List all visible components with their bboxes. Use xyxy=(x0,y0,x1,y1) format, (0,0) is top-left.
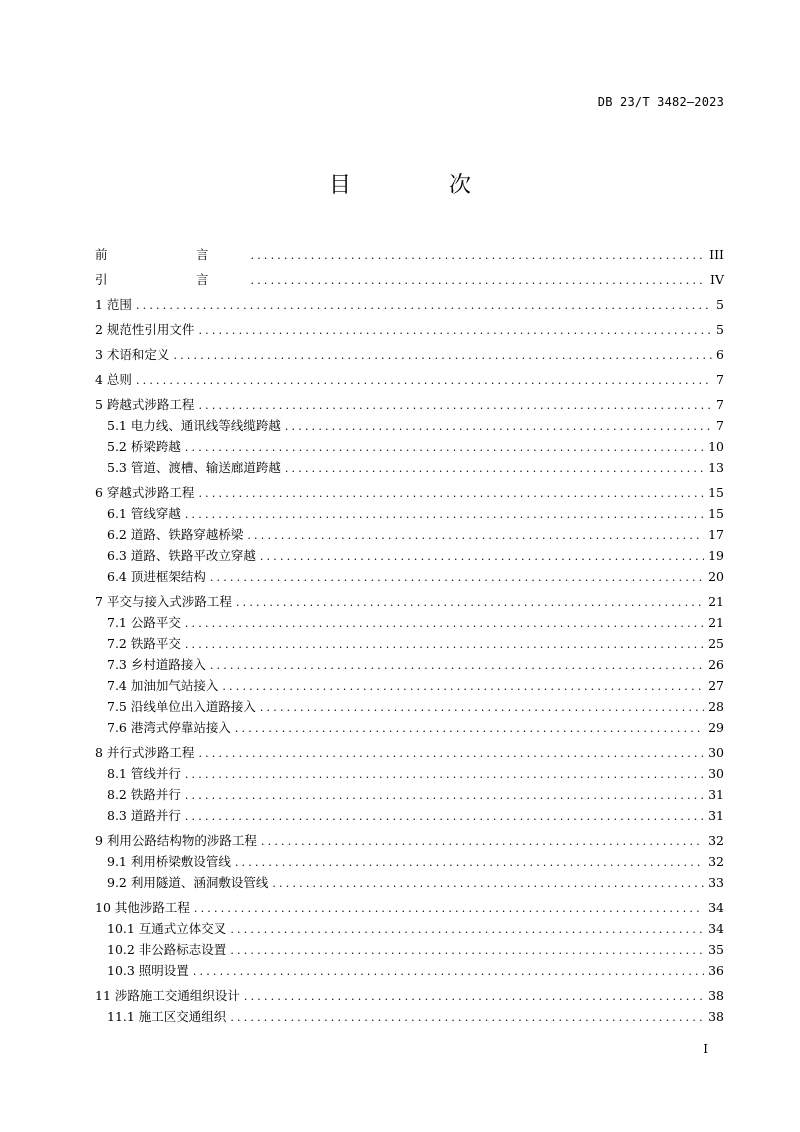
toc-entry-label: 7.5 沿线单位出入道路接入 xyxy=(107,699,256,714)
toc-entry[interactable] xyxy=(95,415,724,436)
toc-entry-label: 10.3 照明设置 xyxy=(107,963,189,978)
toc-entry[interactable] xyxy=(95,960,724,981)
toc-leader-dots xyxy=(136,370,712,391)
toc-entry-label: 前 言 xyxy=(95,247,247,262)
toc-entry-label: 9.1 利用桥梁敷设管线 xyxy=(107,854,231,869)
toc-entry-label: 7.4 加油加气站接入 xyxy=(107,678,219,693)
toc-entry-label: 10.1 互通式立体交叉 xyxy=(107,921,227,936)
toc-entry[interactable] xyxy=(95,591,724,612)
toc-entry[interactable] xyxy=(95,1006,724,1027)
toc-entry-page: 26 xyxy=(708,657,724,672)
toc-entry-label: 9.2 利用隧道、涵洞敷设管线 xyxy=(107,875,269,890)
toc-entry-page: 6 xyxy=(716,347,724,362)
toc-leader-dots xyxy=(185,785,704,806)
toc-entry-label: 7.2 铁路平交 xyxy=(107,636,181,651)
toc-entry-page: 31 xyxy=(708,808,724,823)
toc-entry[interactable] xyxy=(95,633,724,654)
toc-entry-label: 10.2 非公路标志设置 xyxy=(107,942,227,957)
toc-list xyxy=(95,244,724,1027)
toc-entry[interactable] xyxy=(95,939,724,960)
toc-leader-dots xyxy=(261,831,704,852)
toc-leader-dots xyxy=(193,961,704,982)
toc-leader-dots xyxy=(230,940,704,961)
toc-entry-page: 29 xyxy=(708,720,724,735)
toc-entry-label: 5.2 桥梁跨越 xyxy=(107,439,181,454)
toc-entry[interactable] xyxy=(95,566,724,587)
toc-entry[interactable] xyxy=(95,457,724,478)
toc-entry-label: 1 范围 xyxy=(95,297,132,312)
toc-entry-page: 38 xyxy=(708,1009,724,1024)
toc-entry[interactable] xyxy=(95,394,724,415)
toc-leader-dots xyxy=(185,634,704,655)
toc-entry-label: 7 平交与接入式涉路工程 xyxy=(95,594,232,609)
toc-leader-dots xyxy=(235,718,704,739)
toc-entry-label: 6.2 道路、铁路穿越桥梁 xyxy=(107,527,244,542)
toc-entry-page: 32 xyxy=(708,833,724,848)
toc-entry-page: 25 xyxy=(708,636,724,651)
toc-leader-dots xyxy=(247,525,704,546)
toc-entry-label: 7.1 公路平交 xyxy=(107,615,181,630)
toc-leader-dots xyxy=(230,919,704,940)
toc-entry-page: 27 xyxy=(708,678,724,693)
toc-entry-label: 5.3 管道、渡槽、输送廊道跨越 xyxy=(107,460,281,475)
toc-entry[interactable] xyxy=(95,805,724,826)
toc-entry-page: 36 xyxy=(708,963,724,978)
toc-entry-label: 引 言 xyxy=(95,272,247,287)
toc-leader-dots xyxy=(285,416,712,437)
toc-entry-label: 8.1 管线并行 xyxy=(107,766,181,781)
toc-entry-page: 15 xyxy=(708,485,724,500)
toc-entry-page: 13 xyxy=(708,460,724,475)
toc-entry-page: 35 xyxy=(708,942,724,957)
toc-leader-dots xyxy=(222,676,704,697)
toc-entry[interactable] xyxy=(95,436,724,457)
toc-entry[interactable] xyxy=(95,369,724,390)
toc-entry[interactable] xyxy=(95,897,724,918)
toc-entry-page: 30 xyxy=(708,766,724,781)
toc-entry-label: 10 其他涉路工程 xyxy=(95,900,190,915)
toc-leader-dots xyxy=(285,458,704,479)
toc-entry[interactable] xyxy=(95,244,724,265)
toc-leader-dots xyxy=(194,898,704,919)
toc-entry-label: 5.1 电力线、通讯线等线缆跨越 xyxy=(107,418,281,433)
toc-entry-label: 2 规范性引用文件 xyxy=(95,322,195,337)
toc-entry[interactable] xyxy=(95,742,724,763)
toc-entry[interactable] xyxy=(95,918,724,939)
toc-entry[interactable] xyxy=(95,696,724,717)
toc-leader-dots xyxy=(260,697,704,718)
toc-entry[interactable] xyxy=(95,503,724,524)
toc-entry[interactable] xyxy=(95,612,724,633)
toc-entry-label: 8.3 道路并行 xyxy=(107,808,181,823)
toc-entry-page: 21 xyxy=(708,615,724,630)
toc-entry-label: 7.3 乡村道路接入 xyxy=(107,657,206,672)
toc-leader-dots xyxy=(173,345,712,366)
toc-entry-page: 31 xyxy=(708,787,724,802)
toc-entry-label: 6.1 管线穿越 xyxy=(107,506,181,521)
toc-entry-label: 4 总则 xyxy=(95,372,132,387)
toc-entry-page: 34 xyxy=(708,900,724,915)
toc-entry[interactable] xyxy=(95,524,724,545)
toc-entry-label: 8.2 铁路并行 xyxy=(107,787,181,802)
toc-entry-label: 11.1 施工区交通组织 xyxy=(107,1009,227,1024)
toc-entry[interactable] xyxy=(95,654,724,675)
toc-leader-dots xyxy=(198,395,712,416)
toc-entry-label: 6.4 顶进框架结构 xyxy=(107,569,206,584)
toc-entry-page: 28 xyxy=(708,699,724,714)
toc-entry[interactable] xyxy=(95,269,724,290)
toc-leader-dots xyxy=(251,270,707,291)
page-number: I xyxy=(703,1042,708,1056)
toc-entry[interactable] xyxy=(95,872,724,893)
toc-entry-label: 3 术语和定义 xyxy=(95,347,170,362)
toc-leader-dots xyxy=(210,655,704,676)
toc-leader-dots xyxy=(210,567,704,588)
toc-entry-page: 7 xyxy=(716,372,724,387)
toc-entry-page: 19 xyxy=(708,548,724,563)
toc-entry[interactable] xyxy=(95,830,724,851)
toc-entry[interactable] xyxy=(95,763,724,784)
toc-entry-page: 7 xyxy=(716,418,724,433)
toc-entry[interactable] xyxy=(95,675,724,696)
toc-entry-page: 5 xyxy=(716,322,724,337)
toc-entry-page: 34 xyxy=(708,921,724,936)
toc-leader-dots xyxy=(235,852,704,873)
page-title: 目 次 xyxy=(328,173,509,198)
toc-leader-dots xyxy=(230,1007,704,1028)
toc-entry-label: 9 利用公路结构物的涉路工程 xyxy=(95,833,257,848)
doc-code: DB 23/T 3482—2023 xyxy=(597,95,724,109)
toc-leader-dots xyxy=(260,546,704,567)
toc-entry-label: 6 穿越式涉路工程 xyxy=(95,485,195,500)
toc-entry-page: 21 xyxy=(708,594,724,609)
toc-entry[interactable] xyxy=(95,545,724,566)
toc-entry-label: 8 并行式涉路工程 xyxy=(95,745,195,760)
toc-entry[interactable] xyxy=(95,851,724,872)
toc-entry-page: 5 xyxy=(716,297,724,312)
toc-entry-page: 33 xyxy=(708,875,724,890)
toc-leader-dots xyxy=(198,320,712,341)
toc-entry[interactable] xyxy=(95,985,724,1006)
toc-entry[interactable] xyxy=(95,294,724,315)
toc-entry-page: III xyxy=(709,247,724,262)
toc-entry-page: 20 xyxy=(708,569,724,584)
toc-leader-dots xyxy=(185,806,704,827)
toc-entry-label: 7.6 港湾式停靠站接入 xyxy=(107,720,231,735)
toc-entry-page: IV xyxy=(710,272,724,287)
toc-entry-page: 10 xyxy=(708,439,724,454)
toc-entry[interactable] xyxy=(95,482,724,503)
toc-entry-page: 30 xyxy=(708,745,724,760)
toc-entry-page: 7 xyxy=(716,397,724,412)
toc-entry[interactable] xyxy=(95,717,724,738)
toc-leader-dots xyxy=(185,613,704,634)
toc-entry-label: 6.3 道路、铁路平改立穿越 xyxy=(107,548,256,563)
toc-leader-dots xyxy=(244,986,704,1007)
toc-entry-page: 17 xyxy=(708,527,724,542)
toc-entry[interactable] xyxy=(95,784,724,805)
toc-entry[interactable] xyxy=(95,319,724,340)
toc-entry[interactable] xyxy=(95,344,724,365)
toc-leader-dots xyxy=(185,437,704,458)
toc-entry-page: 38 xyxy=(708,988,724,1003)
toc-leader-dots xyxy=(136,295,712,316)
toc-entry-label: 11 涉路施工交通组织设计 xyxy=(95,988,240,1003)
toc-leader-dots xyxy=(198,743,704,764)
toc-leader-dots xyxy=(272,873,704,894)
toc-leader-dots xyxy=(185,764,704,785)
toc-entry-page: 32 xyxy=(708,854,724,869)
toc-leader-dots xyxy=(236,592,704,613)
toc-leader-dots xyxy=(185,504,704,525)
toc-entry-label: 5 跨越式涉路工程 xyxy=(95,397,195,412)
toc-leader-dots xyxy=(198,483,704,504)
toc-leader-dots xyxy=(251,245,706,266)
toc-entry-page: 15 xyxy=(708,506,724,521)
